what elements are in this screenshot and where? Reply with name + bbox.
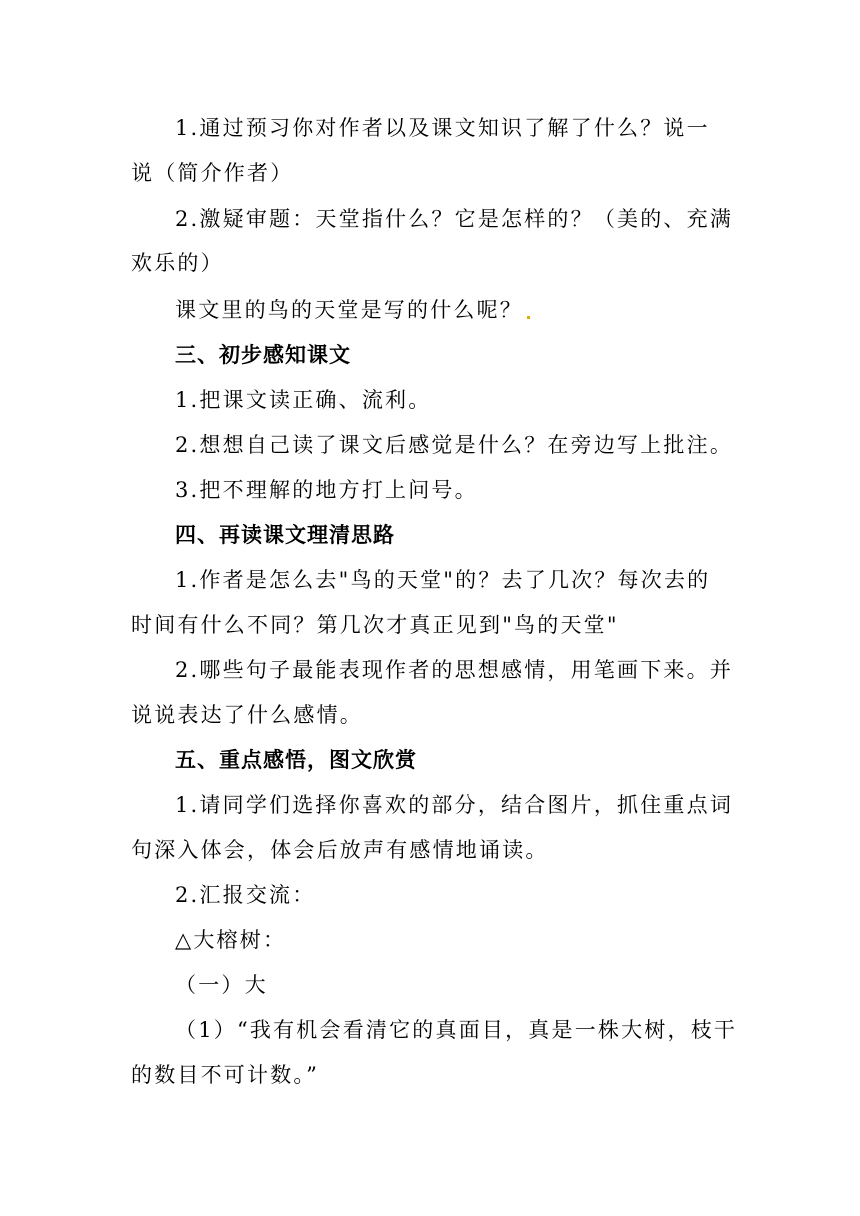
list-item: 1.把课文读正确、流利。 <box>175 388 432 412</box>
preview-question-line-1: 1.通过预习你对作者以及课文知识了解了什么？说一 <box>175 116 710 140</box>
list-item: 2.汇报交流： <box>175 883 316 907</box>
list-item: 3.把不理解的地方打上问号。 <box>175 478 478 502</box>
list-item-continuation: 句深入体会，体会后放声有感情地诵读。 <box>131 838 549 862</box>
list-item: 1.请同学们选择你喜欢的部分，结合图片，抓住重点词 <box>175 793 734 817</box>
preview-question-line-2: 说（简介作者） <box>131 161 294 185</box>
list-item-continuation: 说说表达了什么感情。 <box>131 703 363 727</box>
list-item: 2.哪些句子最能表现作者的思想感情，用笔画下来。并 <box>175 658 734 682</box>
title-question-line-1: 2.激疑审题：天堂指什么？它是怎样的？（美的、充满 <box>175 207 734 231</box>
bird-paradise-question-text: 课文里的鸟的天堂是写的什么呢？ <box>175 298 523 322</box>
quote-line-1: （1）“我有机会看清它的真面目，真是一株大树，枝干 <box>175 1018 738 1042</box>
bird-paradise-question <box>175 296 530 324</box>
list-item: 1.作者是怎么去"鸟的天堂"的？去了几次？每次去的 <box>175 568 711 592</box>
list-item: 2.想想自己读了课文后感觉是什么？在旁边写上批注。 <box>175 433 734 457</box>
list-item-continuation: 时间有什么不同？第几次才真正见到"鸟的天堂" <box>131 613 619 637</box>
stray-mark <box>527 316 530 319</box>
title-question-line-2: 欢乐的） <box>131 251 224 275</box>
subtopic-banyan: △大榕树： <box>175 928 287 952</box>
section-heading-5: 五、重点感悟，图文欣赏 <box>175 748 417 772</box>
subtopic-big: （一）大 <box>175 973 268 997</box>
section-heading-3: 三、初步感知课文 <box>175 343 351 367</box>
section-heading-4: 四、再读课文理清思路 <box>175 523 395 547</box>
quote-line-2: 的数目不可计数。” <box>131 1063 320 1087</box>
